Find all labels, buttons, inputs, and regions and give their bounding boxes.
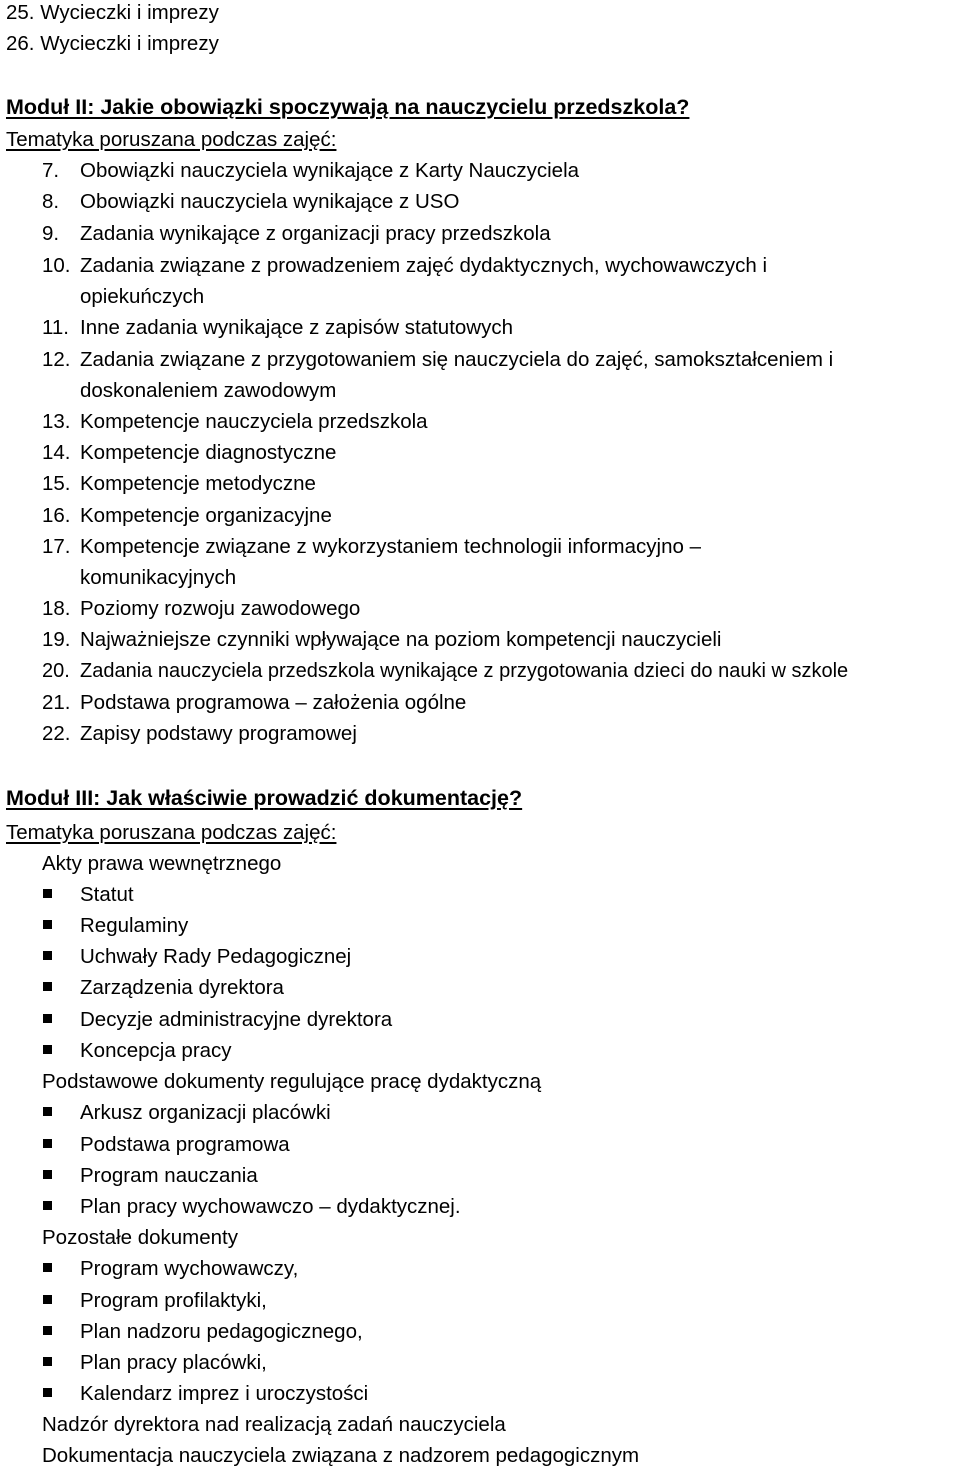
list-item-number: 15. <box>42 472 71 495</box>
bullet-item: Koncepcja pracy <box>80 1039 232 1062</box>
bullet-icon <box>43 920 52 929</box>
list-item-number: 19. <box>42 628 71 651</box>
list-item <box>6 34 219 55</box>
bullet-icon <box>43 982 52 991</box>
list-item <box>42 192 459 213</box>
module-2-subheading: Tematyka poruszana podczas zajęć: <box>6 128 337 151</box>
bullet-item: Podstawa programowa <box>80 1133 290 1156</box>
list-item-text: Kompetencje metodyczne <box>80 472 316 495</box>
bullet-icon <box>43 1014 52 1023</box>
list-item-number: 25. <box>6 1 35 24</box>
list-item-number: 21. <box>42 691 71 714</box>
list-item-number: 13. <box>42 410 71 433</box>
group-title: Pozostałe dokumenty <box>42 1226 239 1249</box>
list-item <box>42 474 316 495</box>
bullet-item: Zarządzenia dyrektora <box>80 976 284 999</box>
list-item-text: Najważniejsze czynniki wpływające na poziom kompetencji nauczycieli <box>80 628 722 651</box>
list-item <box>42 537 701 558</box>
list-item-number: 16. <box>42 504 71 527</box>
bullet-icon <box>43 889 52 898</box>
module-3-heading: Moduł III: Jak właściwie prowadzić dokumentację? <box>6 786 523 810</box>
list-item <box>42 724 357 745</box>
bullet-icon <box>43 1326 52 1335</box>
list-item <box>42 661 848 681</box>
module-2-heading: Moduł II: Jakie obowiązki spoczywają na nauczycielu przedszkola? <box>6 95 690 119</box>
list-item-number: 20. <box>42 660 70 682</box>
list-item-text: Zadania związane z prowadzeniem zajęć dydaktycznych, wychowawczych i <box>80 254 768 277</box>
list-item <box>42 318 513 339</box>
list-item-number: 7. <box>42 159 60 182</box>
list-item-continuation: opiekuńczych <box>80 285 205 308</box>
list-item <box>6 3 219 24</box>
bullet-icon <box>43 1263 52 1272</box>
bullet-item: Decyzje administracyjne dyrektora <box>80 1008 393 1031</box>
group-title: Podstawowe dokumenty regulujące pracę dydaktyczną <box>42 1070 542 1093</box>
list-item-number: 9. <box>42 222 60 245</box>
bullet-icon <box>43 1170 52 1179</box>
list-item-number: 14. <box>42 441 71 464</box>
list-item-text: Podstawa programowa – założenia ogólne <box>80 691 467 714</box>
list-item <box>42 599 360 620</box>
list-item-text: Zadania wynikające z organizacji pracy przedszkola <box>80 222 551 245</box>
bullet-item: Arkusz organizacji placówki <box>80 1101 331 1124</box>
list-item-text: Kompetencje organizacyjne <box>80 504 332 527</box>
list-item-number: 12. <box>42 348 71 371</box>
list-item-continuation: komunikacyjnych <box>80 566 237 589</box>
bullet-icon <box>43 951 52 960</box>
list-item-text: Obowiązki nauczyciela wynikające z USO <box>80 190 460 213</box>
list-item <box>42 693 466 714</box>
bullet-item: Uchwały Rady Pedagogicznej <box>80 945 352 968</box>
list-item-text: Kompetencje diagnostyczne <box>80 441 337 464</box>
bullet-icon <box>43 1045 52 1054</box>
list-item <box>42 256 767 277</box>
bullet-item: Program wychowawczy, <box>80 1257 299 1280</box>
list-item <box>42 350 833 371</box>
list-item-text: Inne zadania wynikające z zapisów statutowych <box>80 316 514 339</box>
bullet-item: Regulaminy <box>80 914 189 937</box>
bullet-item: Plan pracy placówki, <box>80 1351 267 1374</box>
bullet-item: Program profilaktyki, <box>80 1289 267 1312</box>
list-item <box>42 443 336 464</box>
list-item-text: Zapisy podstawy programowej <box>80 722 357 745</box>
group-title: Akty prawa wewnętrznego <box>42 852 282 875</box>
list-item <box>42 224 551 245</box>
bullet-item: Kalendarz imprez i uroczystości <box>80 1382 369 1405</box>
list-item-number: 10. <box>42 254 71 277</box>
bullet-item: Program nauczania <box>80 1164 258 1187</box>
list-item-text: Kompetencje nauczyciela przedszkola <box>80 410 428 433</box>
list-item-text: Zadania nauczyciela przedszkola wynikające z przygotowania dzieci do nauki w szkole <box>80 660 849 682</box>
list-item <box>42 161 579 182</box>
list-item-text: Wycieczki i imprezy <box>40 32 219 55</box>
list-item-text: Kompetencje związane z wykorzystaniem technologii informacyjno – <box>80 535 701 558</box>
bullet-icon <box>43 1139 52 1148</box>
list-item-text: Wycieczki i imprezy <box>40 1 219 24</box>
bullet-icon <box>43 1295 52 1304</box>
list-item-continuation: doskonaleniem zawodowym <box>80 379 337 402</box>
bullet-item: Plan pracy wychowawczo – dydaktycznej. <box>80 1195 461 1218</box>
list-item <box>42 506 332 527</box>
list-item-number: 22. <box>42 722 71 745</box>
list-item-number: 11. <box>42 316 69 339</box>
list-item <box>42 412 428 433</box>
trailing-line: Nadzór dyrektora nad realizacją zadań nauczyciela <box>42 1413 506 1436</box>
list-item-text: Zadania związane z przygotowaniem się nauczyciela do zajęć, samokształceniem i <box>80 348 834 371</box>
list-item-text: Obowiązki nauczyciela wynikające z Karty Nauczyciela <box>80 159 580 182</box>
list-item-number: 8. <box>42 190 60 213</box>
bullet-icon <box>43 1107 52 1116</box>
list-item <box>42 630 721 651</box>
bullet-item: Plan nadzoru pedagogicznego, <box>80 1320 363 1343</box>
bullet-icon <box>43 1357 52 1366</box>
bullet-icon <box>43 1201 52 1210</box>
list-item-number: 18. <box>42 597 71 620</box>
list-item-number: 26. <box>6 32 35 55</box>
bullet-item: Statut <box>80 883 134 906</box>
trailing-line: Dokumentacja nauczyciela związana z nadzorem pedagogicznym <box>42 1444 640 1467</box>
list-item-text: Poziomy rozwoju zawodowego <box>80 597 361 620</box>
list-item-number: 17. <box>42 535 71 558</box>
module-3-subheading: Tematyka poruszana podczas zajęć: <box>6 821 337 844</box>
bullet-icon <box>43 1388 52 1397</box>
